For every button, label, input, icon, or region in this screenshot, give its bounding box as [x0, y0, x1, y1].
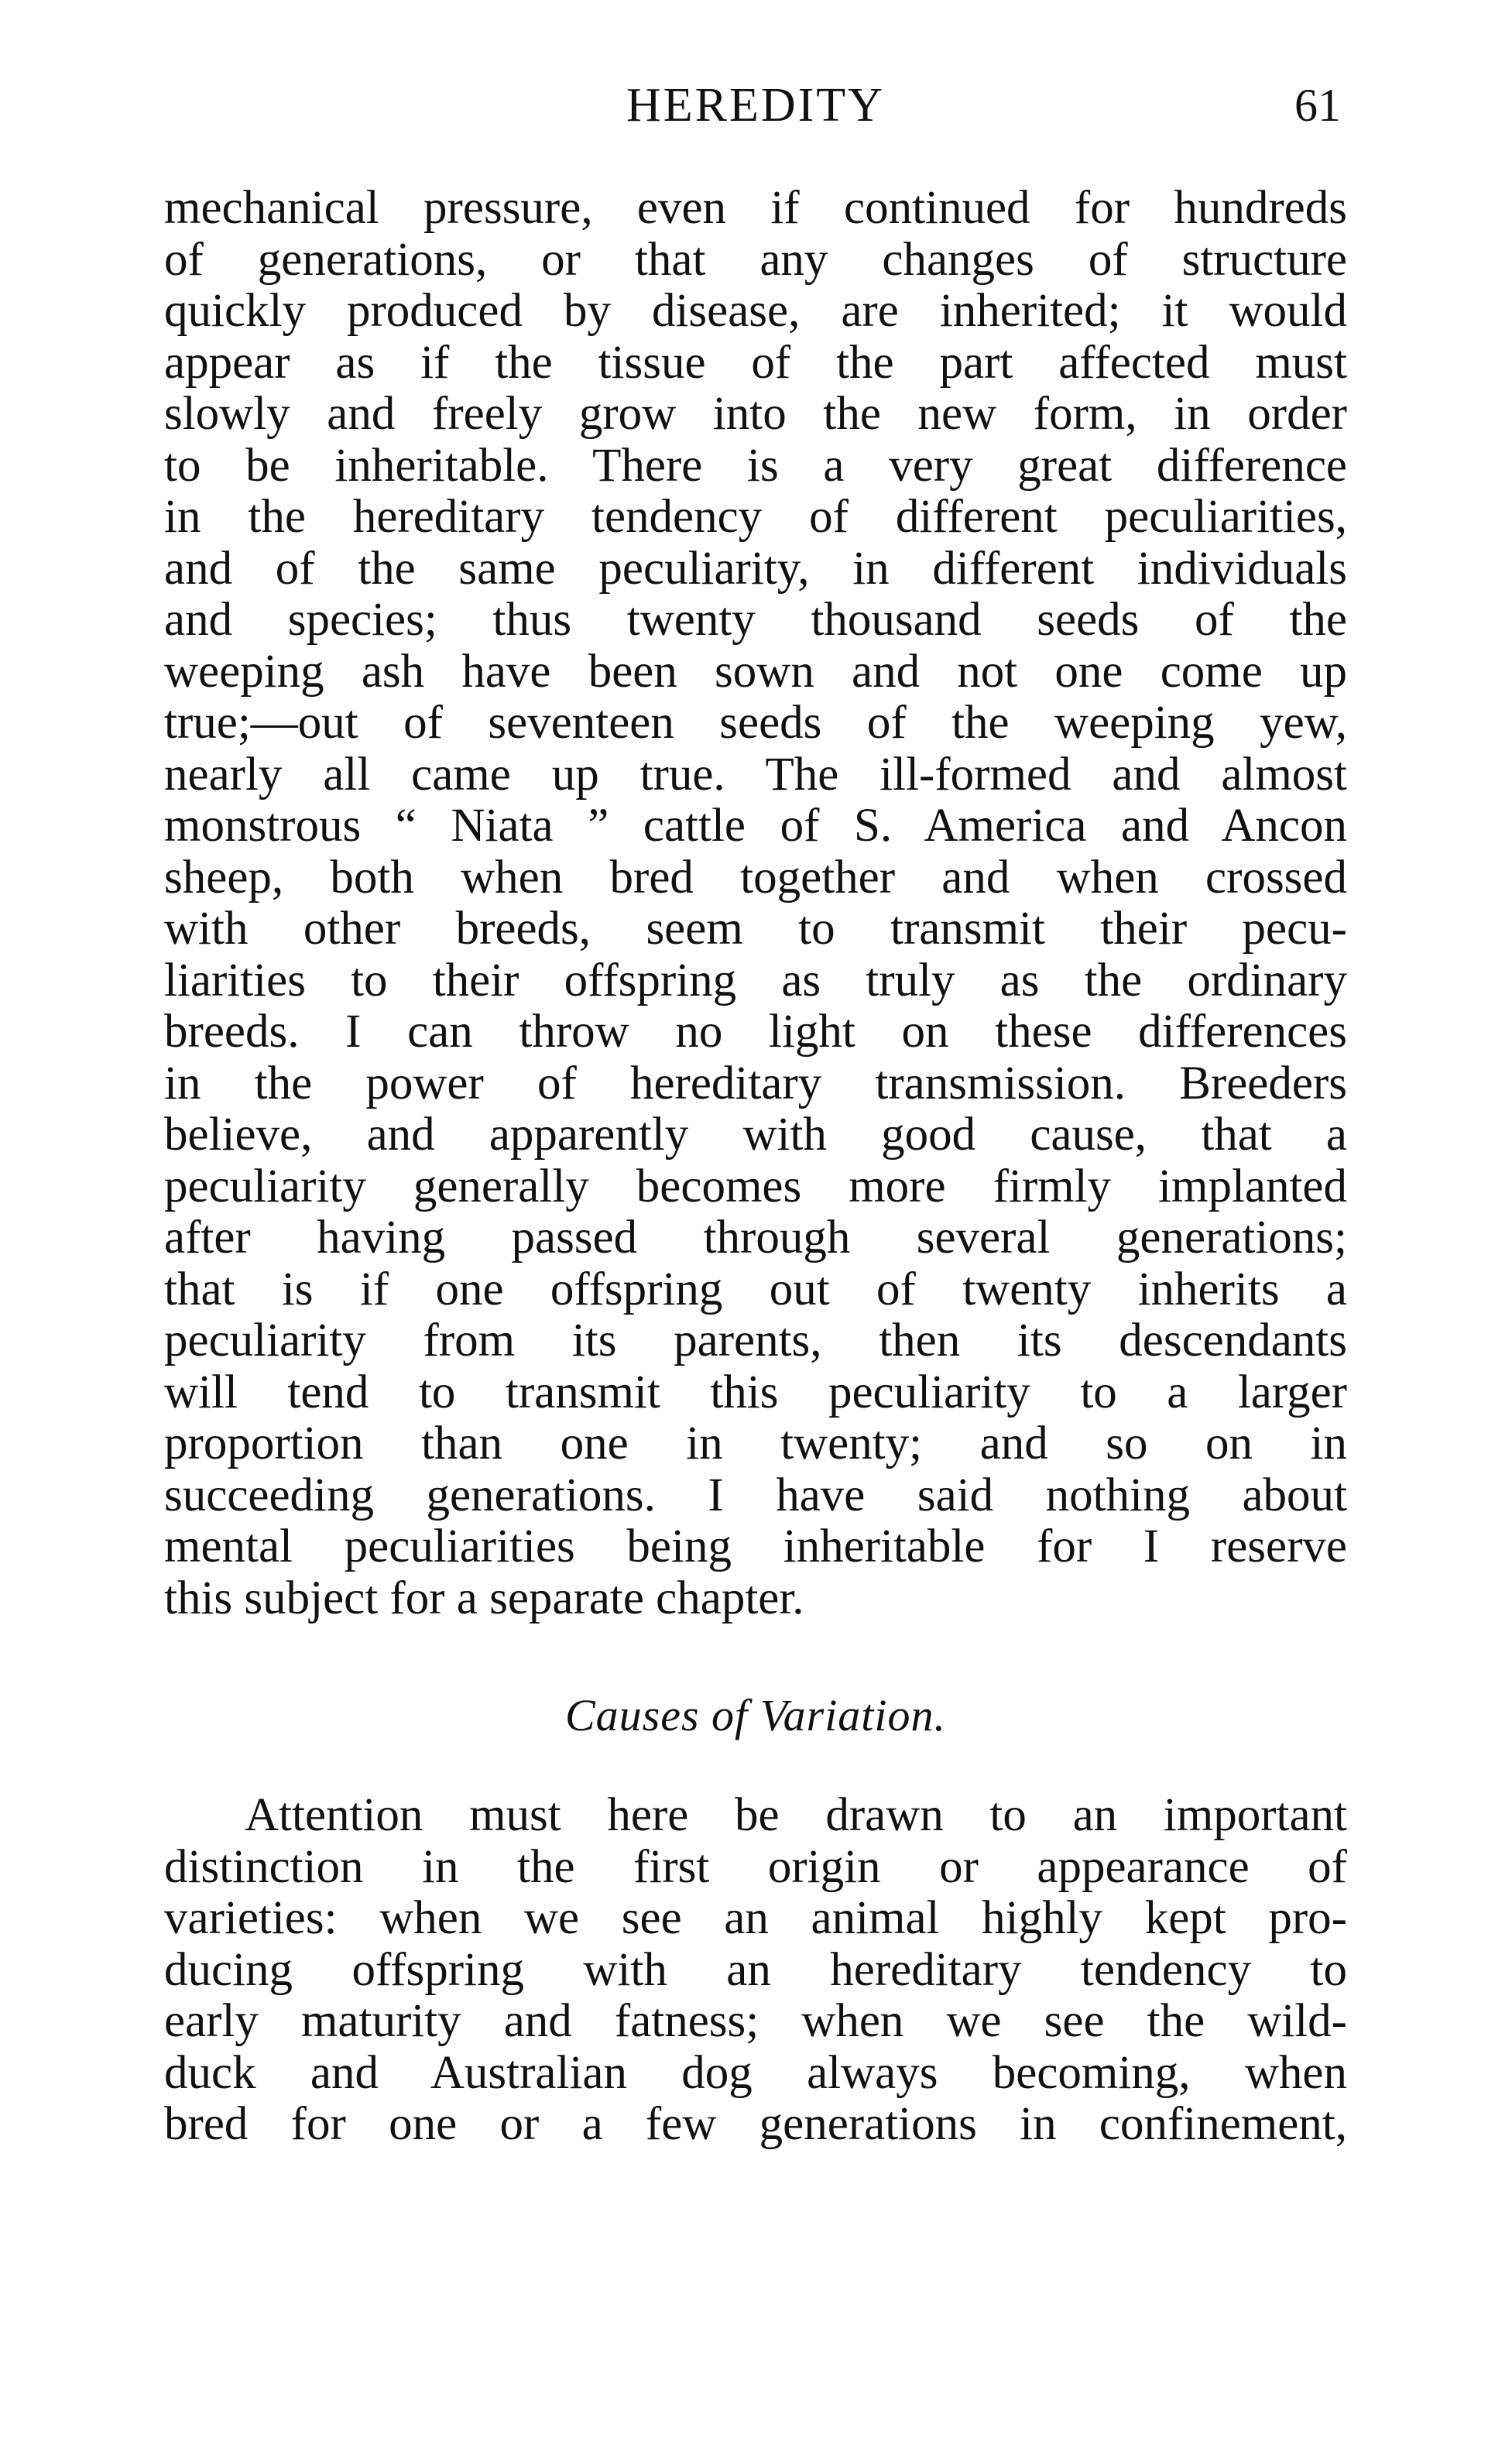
text-line: and species; thus twenty thousand seeds of the: [164, 595, 1347, 646]
text-line: of generations, or that any changes of structure: [164, 234, 1347, 286]
text-line: peculiarity from its parents, then its descendants: [164, 1315, 1347, 1366]
text-line: succeeding generations. I have said nothing about: [164, 1469, 1347, 1521]
text-line: peculiarity generally becomes more firmly implanted: [164, 1161, 1347, 1212]
text-line: after having passed through several generations;: [164, 1212, 1347, 1264]
text-line: duck and Australian dog always becoming, when: [164, 2047, 1347, 2099]
text-line: mental peculiarities being inheritable for I reserve: [164, 1521, 1347, 1572]
text-line: and of the same peculiarity, in different individuals: [164, 543, 1347, 595]
text-line: weeping ash have been sown and not one come up: [164, 646, 1347, 698]
text-line: in the hereditary tendency of different peculiarities,: [164, 492, 1347, 543]
running-head: [164, 74, 1347, 136]
text-line: early maturity and fatness; when we see the wild-: [164, 1996, 1347, 2047]
text-line: believe, and apparently with good cause, that a: [164, 1109, 1347, 1161]
text-line: proportion than one in twenty; and so on in: [164, 1418, 1347, 1469]
text-line: slowly and freely grow into the new form, in order: [164, 389, 1347, 440]
text-line: to be inheritable. There is a very great difference: [164, 440, 1347, 492]
text-line: varieties: when we see an animal highly kept pro-: [164, 1893, 1347, 1944]
text-line: nearly all came up true. The ill-formed and almost: [164, 749, 1347, 801]
text-line: breeds. I can throw no light on these differences: [164, 1006, 1347, 1058]
text-line: quickly produced by disease, are inherited; it would: [164, 286, 1347, 337]
text-line: Attention must here be drawn to an important: [245, 1790, 1347, 1841]
text-line: true;—out of seventeen seeds of the weeping yew,: [164, 698, 1347, 749]
page-number: 61: [1294, 80, 1341, 131]
text-line: liarities to their offspring as truly as the ordinary: [164, 955, 1347, 1006]
text-line: bred for one or a few generations in confinement,: [164, 2099, 1347, 2150]
text-line: this subject for a separate chapter.: [164, 1572, 804, 1624]
paragraph-heredity-continued: [164, 183, 1347, 1624]
text-line: distinction in the first origin or appearance of: [164, 1841, 1347, 1893]
paragraph-causes-of-variation: [164, 1790, 1347, 2151]
text-line: in the power of hereditary transmission. Breeders: [164, 1058, 1347, 1109]
running-title: HEREDITY: [626, 79, 885, 132]
text-line: with other breeds, seem to transmit their pecu-: [164, 903, 1347, 955]
text-line: sheep, both when bred together and when crossed: [164, 852, 1347, 903]
text-line: monstrous “ Niata ” cattle of S. America and Ancon: [164, 801, 1347, 852]
text-line: will tend to transmit this peculiarity to a larger: [164, 1366, 1347, 1418]
text-line: mechanical pressure, even if continued for hundreds: [164, 183, 1347, 234]
text-line: that is if one offspring out of twenty inherits a: [164, 1264, 1347, 1315]
section-heading: Causes of Variation.: [564, 1690, 947, 1740]
book-page: [164, 0, 1347, 2455]
text-line: appear as if the tissue of the part affected must: [164, 337, 1347, 389]
text-line: ducing offspring with an hereditary tendency to: [164, 1944, 1347, 1996]
